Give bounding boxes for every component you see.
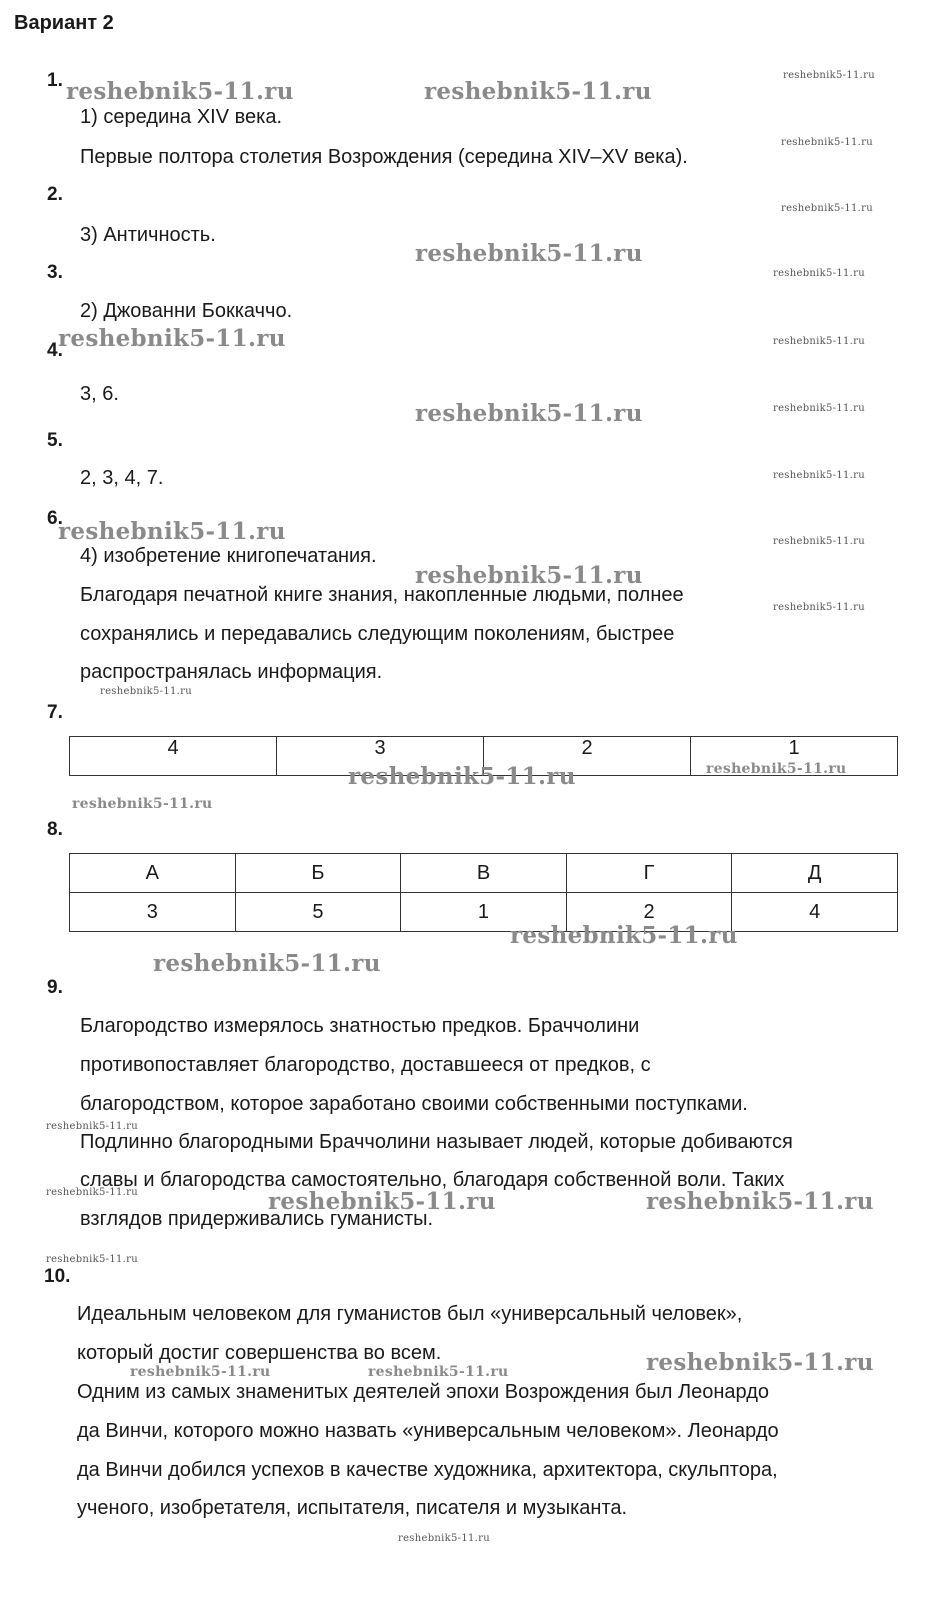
watermark: reshebnik5-11.ru [130,1364,271,1380]
answer-9-line: Благородство измерялось знатностью предков. Браччолини [80,1015,640,1037]
watermark: reshebnik5-11.ru [398,1533,490,1544]
answer-10-line: да Винчи, которого можно назвать «универсальным человеком». Леонардо [77,1420,779,1442]
watermark: reshebnik5-11.ru [58,518,286,545]
answer-1-note: Первые полтора столетия Возрождения (середина XIV–XV века). [80,146,688,168]
answer-10-line: да Винчи добился успехов в качестве художника, архитектора, скульптора, [77,1459,778,1481]
table-cell: 5 [235,893,401,932]
watermark: reshebnik5-11.ru [781,203,873,214]
answer-6: 4) изобретение книгопечатания. [80,545,377,567]
question-number-9: 9. [47,977,63,998]
table-cell: 2 [566,893,732,932]
watermark: reshebnik5-11.ru [66,78,294,105]
answer-9-line: Подлинно благородными Браччолини называет людей, которые добиваются [80,1131,793,1153]
question-number-6: 6. [47,508,63,529]
answer-9-line: благородством, которое заработано своими собственными поступками. [80,1093,748,1115]
watermark: reshebnik5-11.ru [773,470,865,481]
watermark: reshebnik5-11.ru [46,1187,138,1198]
table-cell: 4 [70,737,277,776]
watermark: reshebnik5-11.ru [415,562,643,589]
table-cell: 3 [70,893,236,932]
watermark: reshebnik5-11.ru [706,761,847,777]
answer-10-line: Идеальным человеком для гуманистов был «универсальный человек», [77,1303,743,1325]
answer-10-line: ученого, изобретателя, испытателя, писателя и музыканта. [77,1497,628,1519]
answer-6-line: Благодаря печатной книге знания, накопленные людьми, полнее [80,584,684,606]
question-number-4: 4. [47,340,63,361]
answer-4: 3, 6. [80,383,119,405]
page-title: Вариант 2 [14,12,114,34]
question-number-2: 2. [47,184,63,205]
watermark: reshebnik5-11.ru [153,950,381,977]
watermark: reshebnik5-11.ru [415,240,643,267]
watermark: reshebnik5-11.ru [773,336,865,347]
watermark: reshebnik5-11.ru [415,400,643,427]
answer-3: 2) Джованни Боккаччо. [80,300,293,322]
watermark: reshebnik5-11.ru [46,1121,138,1132]
question-number-3: 3. [47,262,63,283]
table-cell: 4 [732,893,898,932]
table-header-cell: Д [732,854,898,893]
answer-10-line: Одним из самых знаменитых деятелей эпохи Возрождения был Леонардо [77,1381,769,1403]
watermark: reshebnik5-11.ru [773,403,865,414]
watermark: reshebnik5-11.ru [646,1188,874,1215]
table-cell: 3 [277,737,484,776]
table-header-cell: А [70,854,236,893]
watermark: reshebnik5-11.ru [783,70,875,81]
answer-8-table [69,853,898,932]
watermark: reshebnik5-11.ru [46,1254,138,1265]
table-cell: 2 [484,737,691,776]
watermark: reshebnik5-11.ru [72,796,213,812]
question-number-7: 7. [47,702,63,723]
watermark: reshebnik5-11.ru [58,325,286,352]
question-number-8: 8. [47,819,63,840]
watermark: reshebnik5-11.ru [268,1188,496,1215]
answer-9-line: противопоставляет благородство, доставшееся от предков, с [80,1054,651,1076]
table-header-cell: В [401,854,567,893]
answer-10-line: который достиг совершенства во всем. [77,1342,442,1364]
table-header-cell: Б [235,854,401,893]
watermark: reshebnik5-11.ru [773,268,865,279]
watermark: reshebnik5-11.ru [368,1364,509,1380]
watermark: reshebnik5-11.ru [348,763,576,790]
watermark: reshebnik5-11.ru [510,922,738,949]
answer-6-line: распространялась информация. [80,661,383,683]
question-number-10: 10. [44,1266,71,1287]
answer-9-line: взглядов придерживались гуманисты. [80,1208,434,1230]
table-cell: 1 [401,893,567,932]
answer-6-line: сохранялись и передавались следующим поколениям, быстрее [80,623,675,645]
answer-1: 1) середина XIV века. [80,106,283,128]
watermark: reshebnik5-11.ru [773,536,865,547]
watermark: reshebnik5-11.ru [646,1349,874,1376]
watermark: reshebnik5-11.ru [424,78,652,105]
watermark: reshebnik5-11.ru [781,137,873,148]
answer-5: 2, 3, 4, 7. [80,467,164,489]
question-number-1: 1. [47,70,63,91]
table-header-cell: Г [566,854,732,893]
answer-2: 3) Античность. [80,224,216,246]
watermark: reshebnik5-11.ru [100,686,192,697]
answer-9-line: славы и благородства самостоятельно, благодаря собственной воли. Таких [80,1169,785,1191]
table-cell: 1 [691,737,898,776]
watermark: reshebnik5-11.ru [773,602,865,613]
question-number-5: 5. [47,430,63,451]
